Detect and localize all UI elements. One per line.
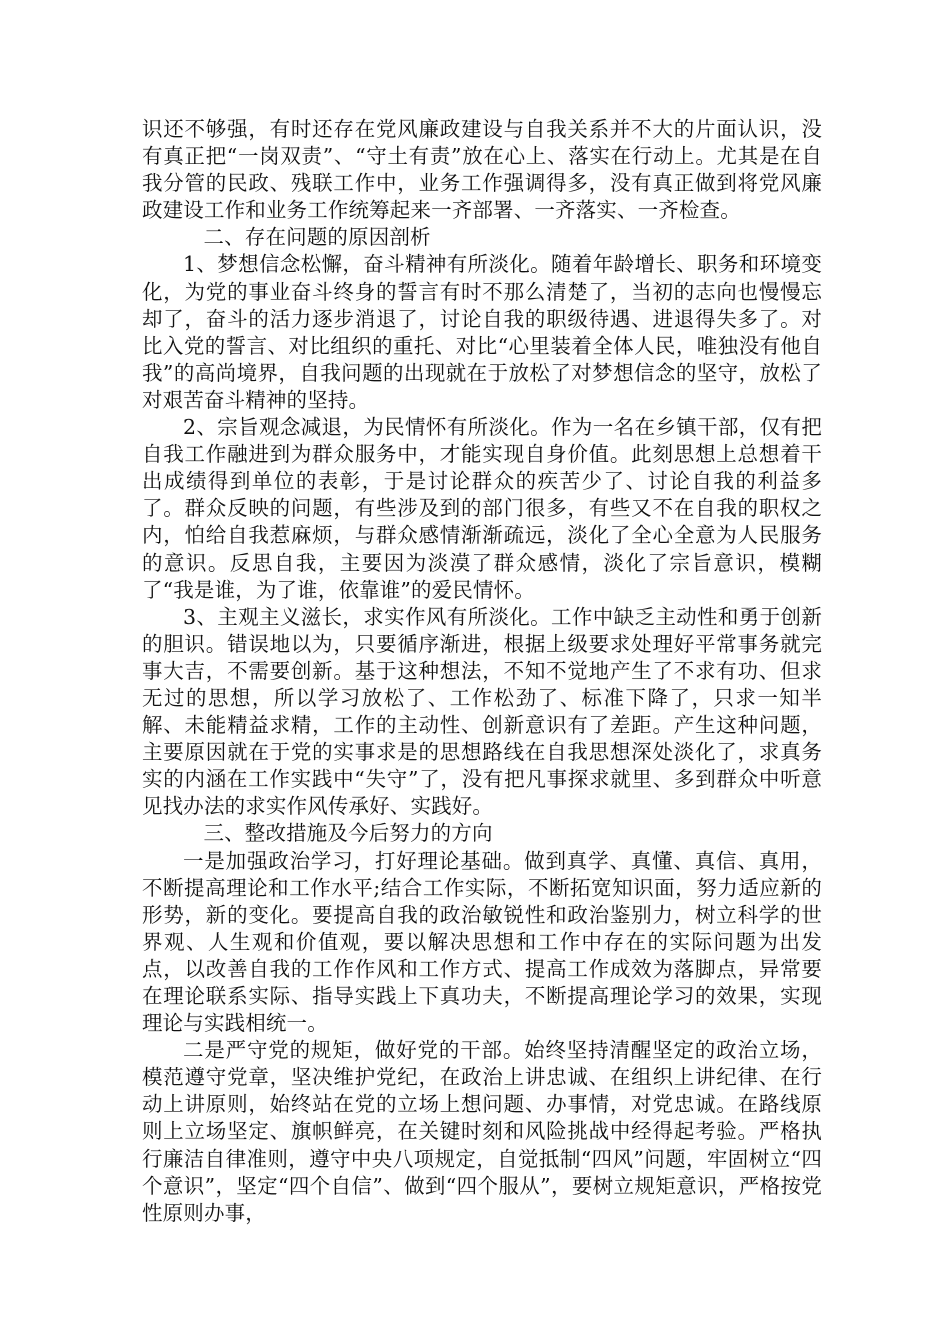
paragraph-measure-2: 二是严守党的规矩，做好党的干部。始终坚持清醒坚定的政治立场，模范遵守党章，坚决维护党纪，在政治上讲忠诚、在组织上讲纪律、在行动上讲原则，始终站在党的立场上想问题、办事情，对党忠诚。在路线原则上立场坚定、旗帜鲜亮，在关键时刻和风险挑战中经得起考验。严格执行廉洁自律准则，遵守中央八项规定，自觉抵制“四风”问题，牢固树立“四个意识”，坚定“四个自信”、做到“四个服从”，要树立规矩意识，严格按党性原则办事，: [142, 1038, 822, 1225]
paragraph-measure-1: 一是加强政治学习，打好理论基础。做到真学、真懂、真信、真用，不断提高理论和工作水平;结合工作实际，不断拓宽知识面，努力适应新的形势，新的变化。要提高自我的政治敏锐性和政治鉴别力，树立科学的世界观、人生观和价值观，要以解决思想和工作中存在的实际问题为出发点，以改善自我的工作作风和工作方式、提高工作成效为落脚点，异常要在理论联系实际、指导实践上下真功夫，不断提高理论学习的效果，实现理论与实践相统一。: [142, 848, 822, 1036]
document-page: [142, 116, 822, 1227]
paragraph-cause-1: 1、梦想信念松懈，奋斗精神有所淡化。随着年龄增长、职务和环境变化，为党的事业奋斗终身的誓言有时不那么清楚了，当初的志向也慢慢忘却了，奋斗的活力逐步消退了，讨论自我的职级待遇、进退得失多了。对比入党的誓言、对比组织的重托、对比“心里装着全体人民，唯独没有他自我”的高尚境界，自我问题的出现就在于放松了对梦想信念的坚守，放松了对艰苦奋斗精神的坚持。: [142, 252, 822, 412]
section-heading-causes: 二、存在问题的原因剖析: [203, 225, 431, 250]
section-heading-measures: 三、整改措施及今后努力的方向: [203, 821, 493, 846]
paragraph-continuation: 识还不够强，有时还存在党风廉政建设与自我关系并不大的片面认识，没有真正把“一岗双责”、“守土有责”放在心上、落实在行动上。尤其是在自我分管的民政、残联工作中，业务工作强调得多，没有真正做到将党风廉政建设工作和业务工作统筹起来一齐部署、一齐落实、一齐检查。: [142, 117, 822, 223]
paragraph-cause-2: 2、宗旨观念减退，为民情怀有所淡化。作为一名在乡镇干部，仅有把自我工作融进到为群众服务中，才能实现自身价值。此刻思想上总想着干出成绩得到单位的表彰，于是讨论群众的疾苦少了、讨论自我的利益多了。群众反映的问题，有些涉及到的部门很多，有些又不在自我的职权之内，怕给自我惹麻烦，与群众感情渐渐疏远，淡化了全心全意为人民服务的意识。反思自我，主要因为淡漠了群众感情，淡化了宗旨意识，模糊了“我是谁，为了谁，依靠谁”的爱民情怀。: [142, 415, 822, 602]
paragraph-cause-3: 3、主观主义滋长，求实作风有所淡化。工作中缺乏主动性和勇于创新的胆识。错误地以为，只要循序渐进，根据上级要求处理好平常事务就完事大吉，不需要创新。基于这种想法，不知不觉地产生了不求有功、但求无过的思想，所以学习放松了、工作松劲了、标准下降了，只求一知半解、未能精益求精，工作的主动性、创新意识有了差距。产生这种问题，主要原因就在于党的实事求是的思想路线在自我思想深处淡化了，求真务实的内涵在工作实践中“失守”了，没有把凡事探求就里、多到群众中听意见找办法的求实作风传承好、实践好。: [142, 604, 822, 819]
